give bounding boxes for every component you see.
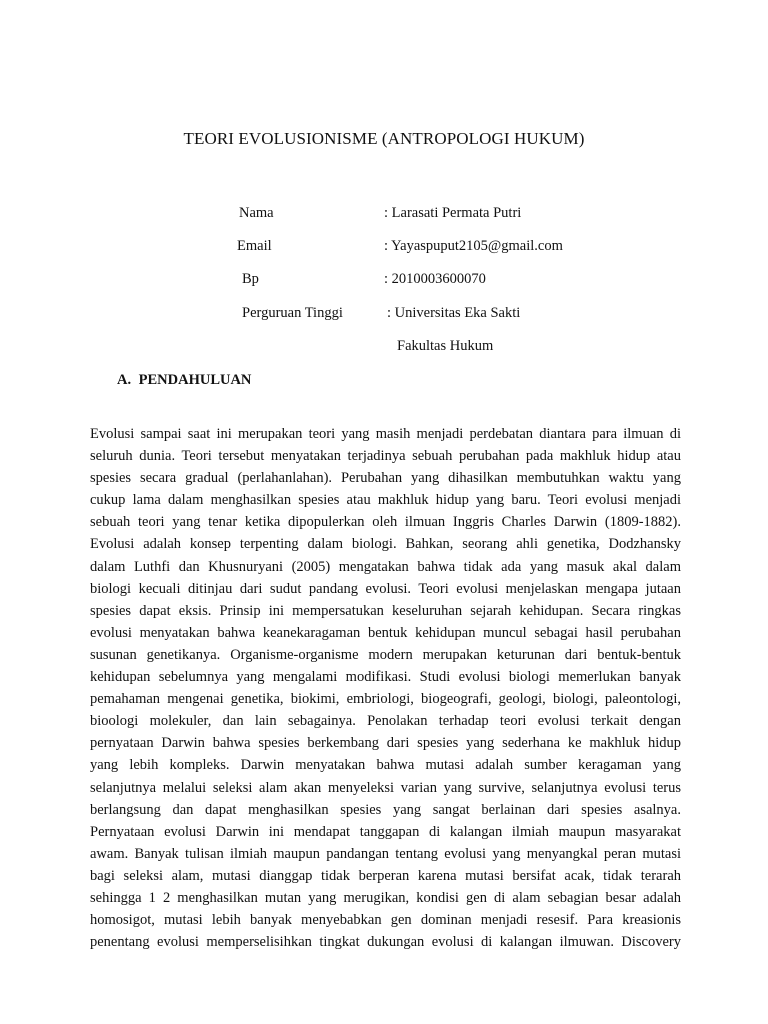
paragraph-line: Evolusi sampai saat ini merupakan teori yang masih menjadi perdebatan diantara para ilmuan di: [90, 426, 681, 442]
identity-value: Fakultas Hukum: [397, 338, 494, 354]
paragraph-line: sebuah teori yang tenar ketika dipopulerkan oleh ilmuan Inggris Charles Darwin (1809-1882).: [90, 514, 681, 531]
paragraph-line: bioologi molekuler, dan lain sebagainya. Penolakan terhadap teori evolusi terkait dengan: [90, 713, 681, 730]
paragraph-line: evolusi menyatakan bahwa keanekaragaman bentuk kehidupan muncul sebagai hasil perubahan: [90, 624, 681, 641]
paragraph-line: spesies dapat eksis. Prinsip ini mempersatukan keseluruhan sejarah kehidupan. Secara ringkas: [90, 602, 681, 619]
section-number: A.: [117, 372, 132, 388]
identity-label: Nama: [239, 205, 274, 221]
paragraph-line: kehidupan sebelumnya yang mengalami modifikasi. Studi evolusi biologi memerlukan banyak: [90, 669, 681, 686]
paragraph-line: homosigot, mutasi lebih banyak menyebabkan gen dominan menjadi resesif. Para kreasionis: [90, 912, 681, 929]
paragraph-line: selanjutnya melalui seleksi alam akan menyeleksi varian yang survive, selanjutnya evolusi terus: [90, 779, 681, 796]
paragraph-line: dalam Luthfi dan Khusnuryani (2005) mengatakan bahwa tidak ada yang masuk akal dalam: [90, 558, 681, 575]
identity-value: : Universitas Eka Sakti: [387, 305, 521, 321]
section-heading: [117, 372, 251, 389]
paragraph-line: spesies secara gradual (perlahanlahan). Perubahan yang dihasilkan membutuhkan waktu yang: [90, 470, 681, 487]
paragraph-line: seluruh dunia. Teori tersebut menyatakan terjadinya sebuah perubahan pada makhluk hidup atau: [90, 448, 681, 465]
paragraph-line: Pernyataan evolusi Darwin ini mendapat tanggapan di kalangan ilmiah maupun masyarakat: [90, 823, 681, 840]
paragraph-line: pernyataan Darwin bahwa spesies berkembang dari spesies yang sederhana ke makhluk hidup: [90, 735, 681, 752]
section-title: PENDAHULUAN: [138, 372, 252, 388]
identity-label: Perguruan Tinggi: [242, 305, 343, 321]
paragraph-line: biologi kecuali ditinjau dari sudut pandang evolusi. Teori evolusi menjelaskan mengapa jutaan: [90, 580, 681, 597]
identity-label: Email: [237, 238, 272, 254]
paragraph-line: awam. Banyak tulisan ilmiah maupun pandangan tentang evolusi yang menyangkal peran mutasi: [90, 845, 681, 862]
identity-value: : 2010003600070: [384, 271, 486, 287]
document-title: TEORI EVOLUSIONISME (ANTROPOLOGI HUKUM): [183, 129, 585, 148]
paragraph-line: penentang evolusi memperselisihkan tingkat dukungan evolusi di kalangan ilmuwan. Discovery: [90, 934, 681, 951]
paragraph-line: yang lebih kompleks. Darwin menyatakan bahwa mutasi adalah sumber keragaman yang: [90, 757, 681, 774]
identity-value: : Larasati Permata Putri: [384, 205, 522, 221]
paragraph-line: Evolusi adalah konsep terpenting dalam biologi. Bahkan, seorang ahli genetika, Dodzhansky: [90, 536, 681, 553]
identity-value: : Yayaspuput2105@gmail.com: [384, 238, 563, 254]
paragraph-line: sehingga 1 2 menghasilkan mutan yang merugikan, kondisi gen di alam sebagian besar adalah: [90, 889, 681, 906]
identity-label: Bp: [242, 271, 259, 287]
paragraph-line: pemahaman mengenai genetika, biokimi, embriologi, biogeografi, geologi, biologi, paleontologi,: [90, 691, 681, 708]
paragraph-line: susunan genetikanya. Organisme-organisme modern merupakan keturunan dari bentuk-bentuk: [90, 646, 681, 663]
paragraph-line: cukup lama dalam menghasilkan spesies atau makhluk hidup yang baru. Teori evolusi menjadi: [90, 492, 681, 509]
body-paragraph: [90, 423, 681, 953]
paragraph-line: berlangsung dan dapat menghasilkan spesies yang sangat berlainan dari spesies asalnya.: [90, 801, 681, 818]
paragraph-line: bagi seleksi alam, mutasi dianggap tidak berperan karena mutasi bersifat acak, tidak terarah: [90, 867, 681, 884]
